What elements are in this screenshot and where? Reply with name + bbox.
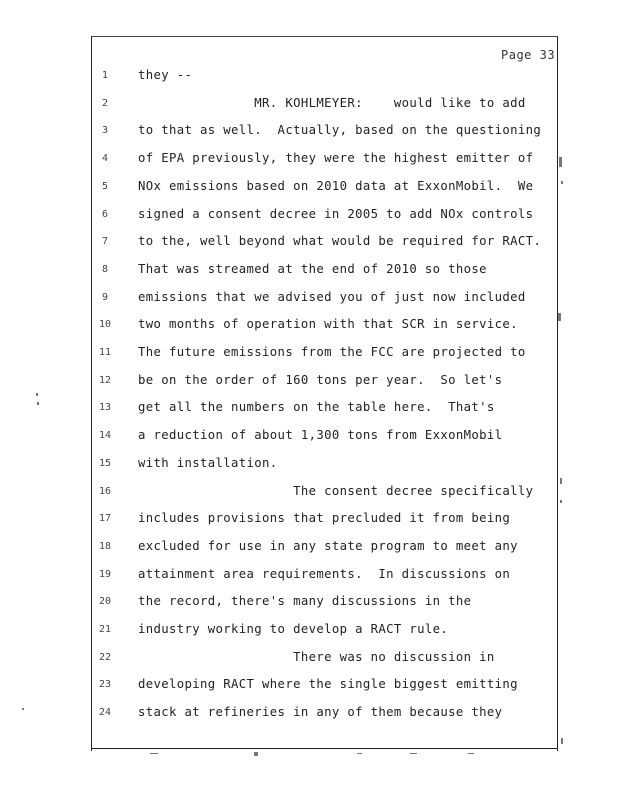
transcript-line: be on the order of 160 tons per year. So let's — [138, 373, 503, 387]
line-number: 12 — [98, 375, 112, 386]
transcript-line: to the, well beyond what would be required for RACT. — [138, 234, 542, 248]
scan-mark — [560, 478, 562, 484]
page-number: Page 33 — [501, 48, 556, 62]
transcript-line: stack at refineries in any of them because they — [138, 705, 503, 719]
transcript-line: a reduction of about 1,300 tons from ExxonMobil — [138, 428, 503, 442]
line-number: 23 — [98, 679, 112, 690]
scan-mark — [558, 313, 561, 321]
line-number: 19 — [98, 569, 112, 580]
transcript-line: That was streamed at the end of 2010 so those — [138, 262, 487, 276]
line-number: 21 — [98, 624, 112, 635]
line-number: 5 — [101, 181, 109, 192]
transcript-line: industry working to develop a RACT rule. — [138, 622, 449, 636]
transcript-line: they -- — [138, 68, 193, 82]
line-number: 18 — [98, 541, 112, 552]
line-number: 24 — [98, 707, 112, 718]
line-number: 14 — [98, 430, 112, 441]
line-number: 6 — [101, 209, 109, 220]
transcript-line: There was no discussion in — [138, 650, 495, 664]
scan-mark — [22, 708, 24, 710]
line-number: 20 — [98, 596, 112, 607]
transcript-line: the record, there's many discussions in the — [138, 594, 472, 608]
line-number: 15 — [98, 458, 112, 469]
transcript-line: NOx emissions based on 2010 data at ExxonMobil. We — [138, 179, 534, 193]
scan-mark — [357, 753, 362, 754]
line-number: 3 — [101, 125, 109, 136]
transcript-line: to that as well. Actually, based on the questioning — [138, 123, 542, 137]
line-number: 1 — [101, 70, 109, 81]
line-number: 17 — [98, 513, 112, 524]
line-number: 11 — [98, 347, 112, 358]
transcript-line: includes provisions that precluded it from being — [138, 511, 511, 525]
transcript-line: The consent decree specifically — [138, 484, 534, 498]
transcript-line: The future emissions from the FCC are projected to — [138, 345, 526, 359]
transcript-page-frame — [91, 36, 558, 751]
scan-mark — [410, 753, 417, 754]
transcript-line: attainment area requirements. In discussions on — [138, 567, 511, 581]
scan-mark — [559, 157, 562, 167]
transcript-line: signed a consent decree in 2005 to add NOx controls — [138, 207, 534, 221]
transcript-line: get all the numbers on the table here. That's — [138, 400, 495, 414]
line-number: 8 — [101, 264, 109, 275]
scan-mark — [254, 752, 258, 756]
line-number: 4 — [101, 153, 109, 164]
line-number: 9 — [101, 292, 109, 303]
line-number: 7 — [101, 236, 109, 247]
line-number: 22 — [98, 652, 112, 663]
transcript-line: MR. KOHLMEYER: would like to add — [138, 96, 526, 110]
scan-mark — [560, 500, 562, 503]
line-number: 2 — [101, 98, 109, 109]
transcript-line: emissions that we advised you of just now included — [138, 290, 526, 304]
line-number: 10 — [98, 319, 112, 330]
scan-mark — [561, 181, 563, 184]
scan-mark — [150, 753, 158, 754]
transcript-line: developing RACT where the single biggest emitting — [138, 677, 518, 691]
transcript-line: excluded for use in any state program to meet any — [138, 539, 518, 553]
scan-mark — [36, 393, 38, 396]
scan-mark — [468, 753, 474, 754]
transcript-line: two months of operation with that SCR in service. — [138, 317, 518, 331]
transcript-line: of EPA previously, they were the highest emitter of — [138, 151, 534, 165]
scan-mark — [561, 738, 563, 744]
transcript-line: with installation. — [138, 456, 278, 470]
line-number: 13 — [98, 402, 112, 413]
line-number: 16 — [98, 486, 112, 497]
bottom-rule — [91, 748, 558, 749]
scan-mark — [37, 402, 39, 405]
